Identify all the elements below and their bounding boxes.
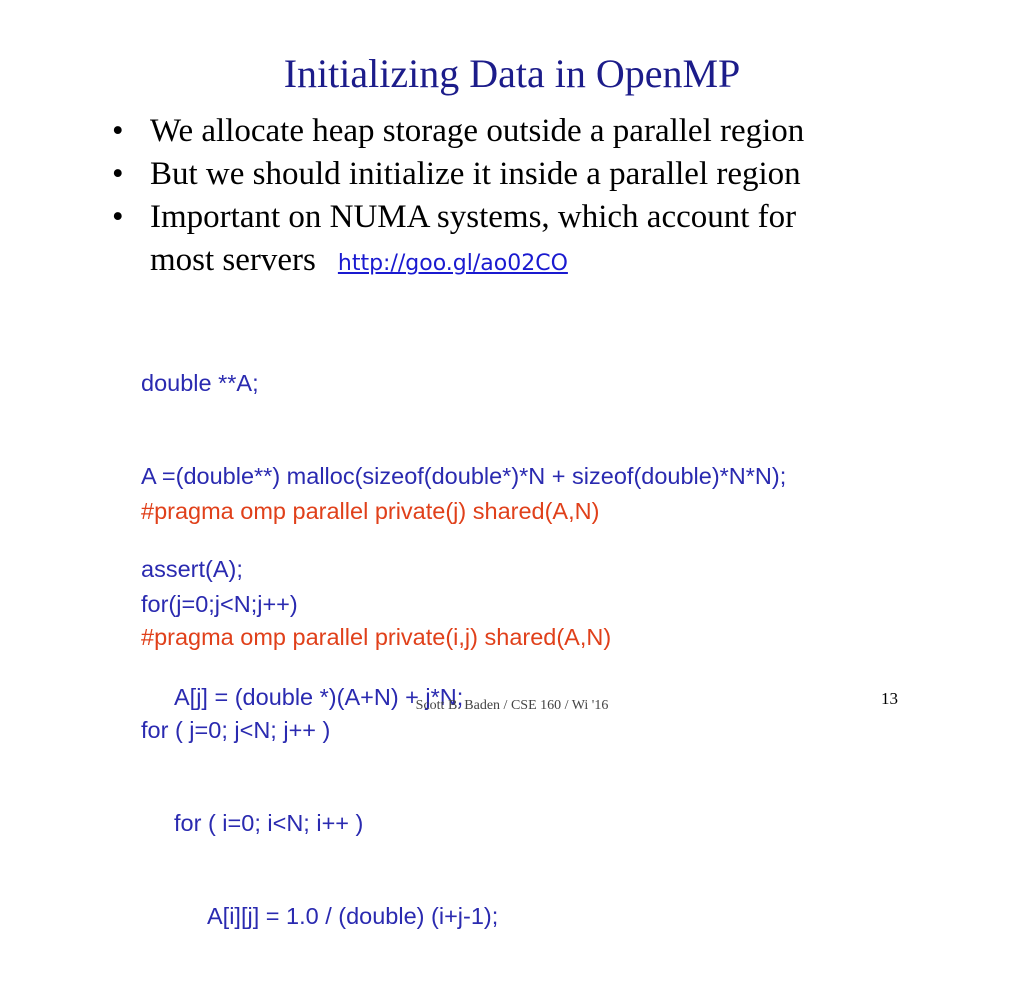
bullet-continuation	[150, 239, 952, 285]
code-line: for(j=0;j<N;j++)	[141, 591, 298, 617]
code-line: assert(A);	[141, 556, 243, 582]
bullet-item	[112, 196, 952, 285]
code-line: for ( i=0; i<N; i++ )	[174, 810, 364, 836]
bullet-list	[112, 110, 952, 285]
bullet-icon: •	[112, 199, 124, 235]
numa-link[interactable]: http://goo.gl/ao02CO	[337, 251, 568, 276]
bullet-text: We allocate heap storage outside a parallel region	[150, 113, 805, 149]
pragma-line: #pragma omp parallel private(j) shared(A,N)	[141, 498, 600, 524]
bullet-text: But we should initialize it inside a parallel region	[150, 156, 801, 192]
bullet-text: Important on NUMA systems, which account for	[150, 199, 797, 235]
bullet-continuation-text: most servers	[150, 242, 316, 278]
bullet-item	[112, 153, 952, 196]
code-line: A =(double**) malloc(sizeof(double*)*N + sizeof(double)*N*N);	[141, 463, 787, 489]
bullet-item	[112, 110, 952, 153]
code-line: double **A;	[141, 370, 259, 396]
slide-title: Initializing Data in OpenMP	[283, 51, 741, 96]
code-block-value-init	[141, 560, 611, 994]
slide-footer: Scott B. Baden / CSE 160 / Wi '16	[415, 698, 609, 713]
pragma-line: #pragma omp parallel private(i,j) shared(A,N)	[141, 624, 612, 650]
page-number: 13	[881, 689, 898, 708]
code-line: A[i][j] = 1.0 / (double) (i+j-1);	[207, 903, 499, 929]
code-line: A[j] = (double *)(A+N) + j*N;	[174, 684, 464, 710]
code-line: for ( j=0; j<N; j++ )	[141, 717, 331, 743]
bullet-icon: •	[112, 113, 124, 149]
bullet-icon: •	[112, 156, 124, 192]
